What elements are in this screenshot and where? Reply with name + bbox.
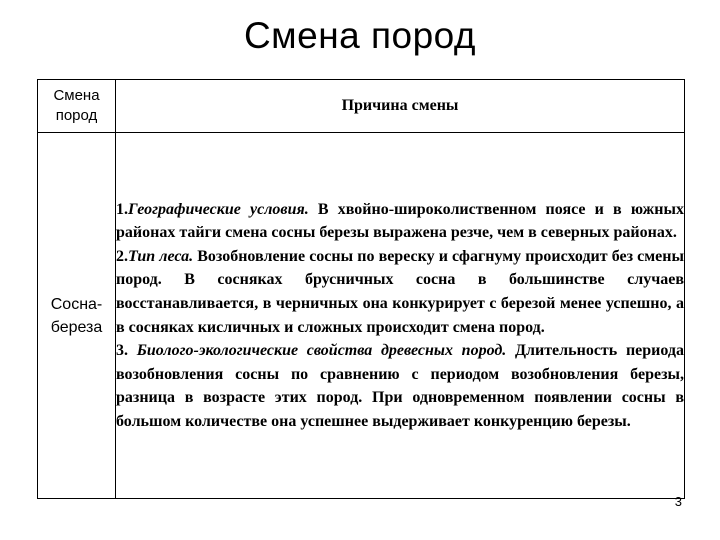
header-species-change-line2: пород [55,107,98,124]
reason-item-number: 3. [116,342,128,360]
header-species-change-line1: Смена [53,87,100,104]
species-pair-line2: береза [50,318,103,336]
reason-item-heading: Тип леса. [128,247,194,265]
reason-description-cell [116,133,685,499]
reason-item-heading: Географические условия. [128,200,309,218]
reason-item-number: 2. [116,247,128,265]
reason-item-biological [116,339,684,433]
reason-item-geographic [116,198,684,245]
table-header-row [38,80,685,133]
species-pair-cell [38,133,116,499]
reason-item-text: Длительность периода возобновления сосны по сравнению с периодом возобновления березы, разница в возрасте этих пород. При одновременном появлении сосны в большом количестве она успешнее выдерживает конкуренцию березы. [116,342,685,430]
slide-title: Смена пород [243,15,477,56]
reason-item-number: 1. [116,200,128,218]
header-cell-species-change [38,80,116,133]
species-pair-line1: Сосна- [50,295,103,313]
reason-item-forest-type [116,245,684,339]
reason-item-text: В хвойно-широколиственном поясе и в южных районах тайги смена сосны березы выражена резче, чем в северных районах. [116,200,684,242]
header-cell-reason: Причина смены [116,80,685,133]
reason-item-heading: Биолого-экологические свойства древесных пород. [136,342,507,360]
page-number: 3 [674,494,682,509]
reason-item-text: Возобновление сосны по вереску и сфагнуму происходит без смены пород. В сосняках брусничных сосна в большинстве случаев восстанавливается, в черничных она конкурирует с березой менее успешно, а в сосняках кисличных и сложных происходит смена пород. [116,247,684,336]
reason-table [37,79,685,499]
table-row [38,133,685,499]
